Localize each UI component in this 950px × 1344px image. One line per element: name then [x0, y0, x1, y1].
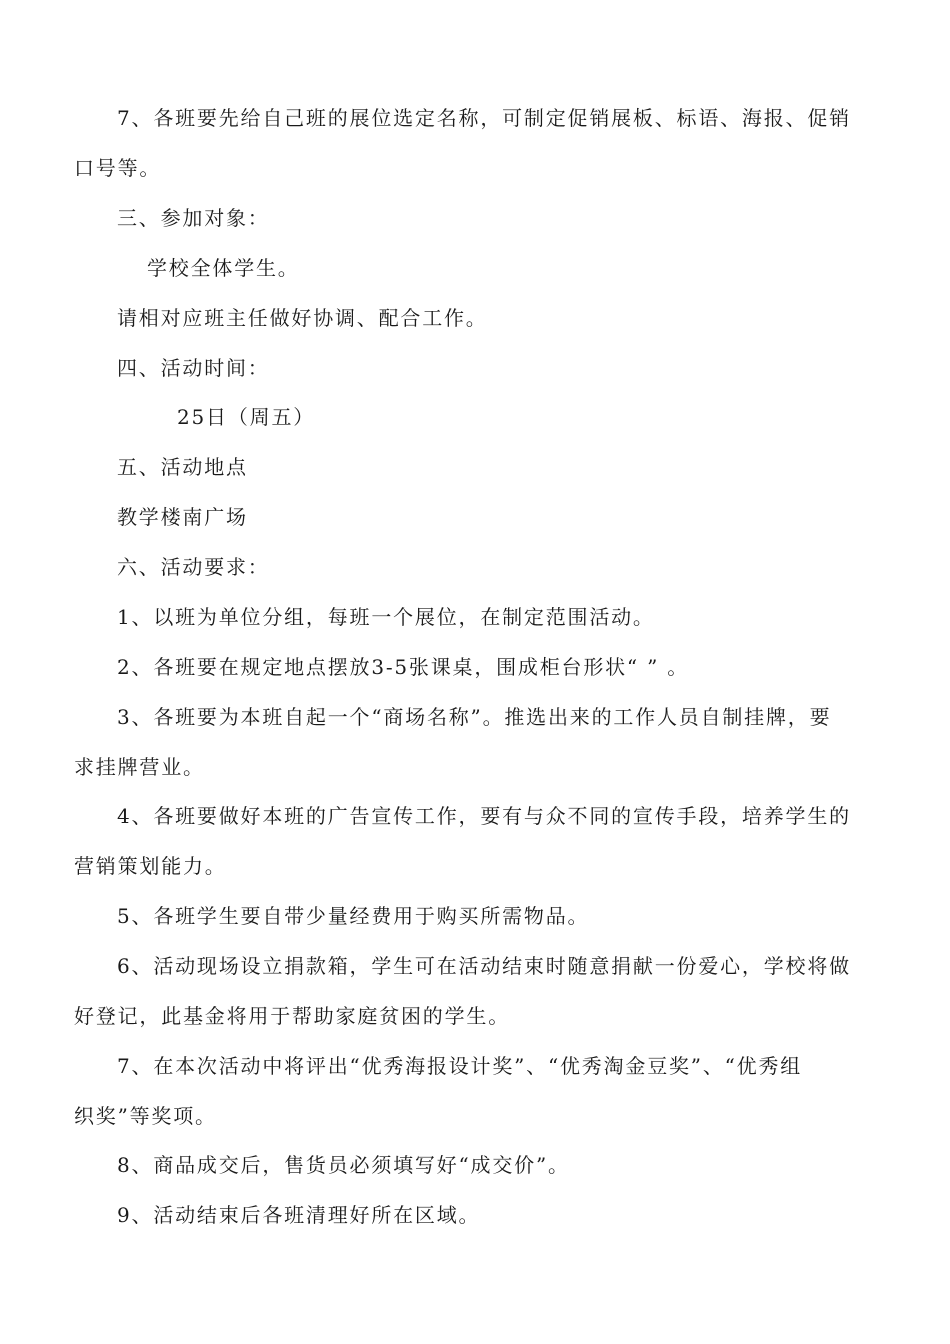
section-heading: 四、活动时间：	[117, 356, 270, 380]
list-item-continuation: 求挂牌营业。	[74, 755, 205, 779]
paragraph-line: 学校全体学生。	[147, 256, 300, 280]
list-item-continuation: 好登记，此基金将用于帮助家庭贫困的学生。	[74, 1004, 510, 1028]
list-item-continuation: 营销策划能力。	[74, 854, 227, 878]
list-item: 8、商品成交后，售货员必须填写好“成交价”。	[117, 1153, 570, 1177]
section-heading: 五、活动地点	[117, 455, 248, 479]
list-item: 3、各班要为本班自起一个“商场名称”。推选出来的工作人员自制挂牌，要	[117, 705, 832, 729]
paragraph-line: 口号等。	[74, 156, 162, 180]
paragraph-line: 7、各班要先给自己班的展位选定名称，可制定促销展板、标语、海报、促销	[117, 106, 851, 130]
list-item-continuation: 织奖”等奖项。	[74, 1104, 217, 1128]
list-item: 2、各班要在规定地点摆放3-5张课桌，围成柜台形状“ ” 。	[117, 655, 690, 679]
list-item: 6、活动现场设立捐款箱，学生可在活动结束时随意捐献一份爱心，学校将做	[117, 954, 851, 978]
section-heading: 六、活动要求：	[117, 555, 270, 579]
paragraph-line: 25日（周五）	[177, 405, 316, 429]
list-item: 7、在本次活动中将评出“优秀海报设计奖”、“优秀淘金豆奖”、“优秀组	[117, 1054, 803, 1078]
paragraph-line: 教学楼南广场	[117, 505, 248, 529]
paragraph-line: 请相对应班主任做好协调、配合工作。	[117, 306, 488, 330]
list-item: 9、活动结束后各班清理好所在区域。	[117, 1203, 481, 1227]
section-heading: 三、参加对象：	[117, 206, 270, 230]
list-item: 1、以班为单位分组，每班一个展位，在制定范围活动。	[117, 605, 655, 629]
list-item: 5、各班学生要自带少量经费用于购买所需物品。	[117, 904, 590, 928]
list-item: 4、各班要做好本班的广告宣传工作，要有与众不同的宣传手段，培养学生的	[117, 804, 851, 828]
